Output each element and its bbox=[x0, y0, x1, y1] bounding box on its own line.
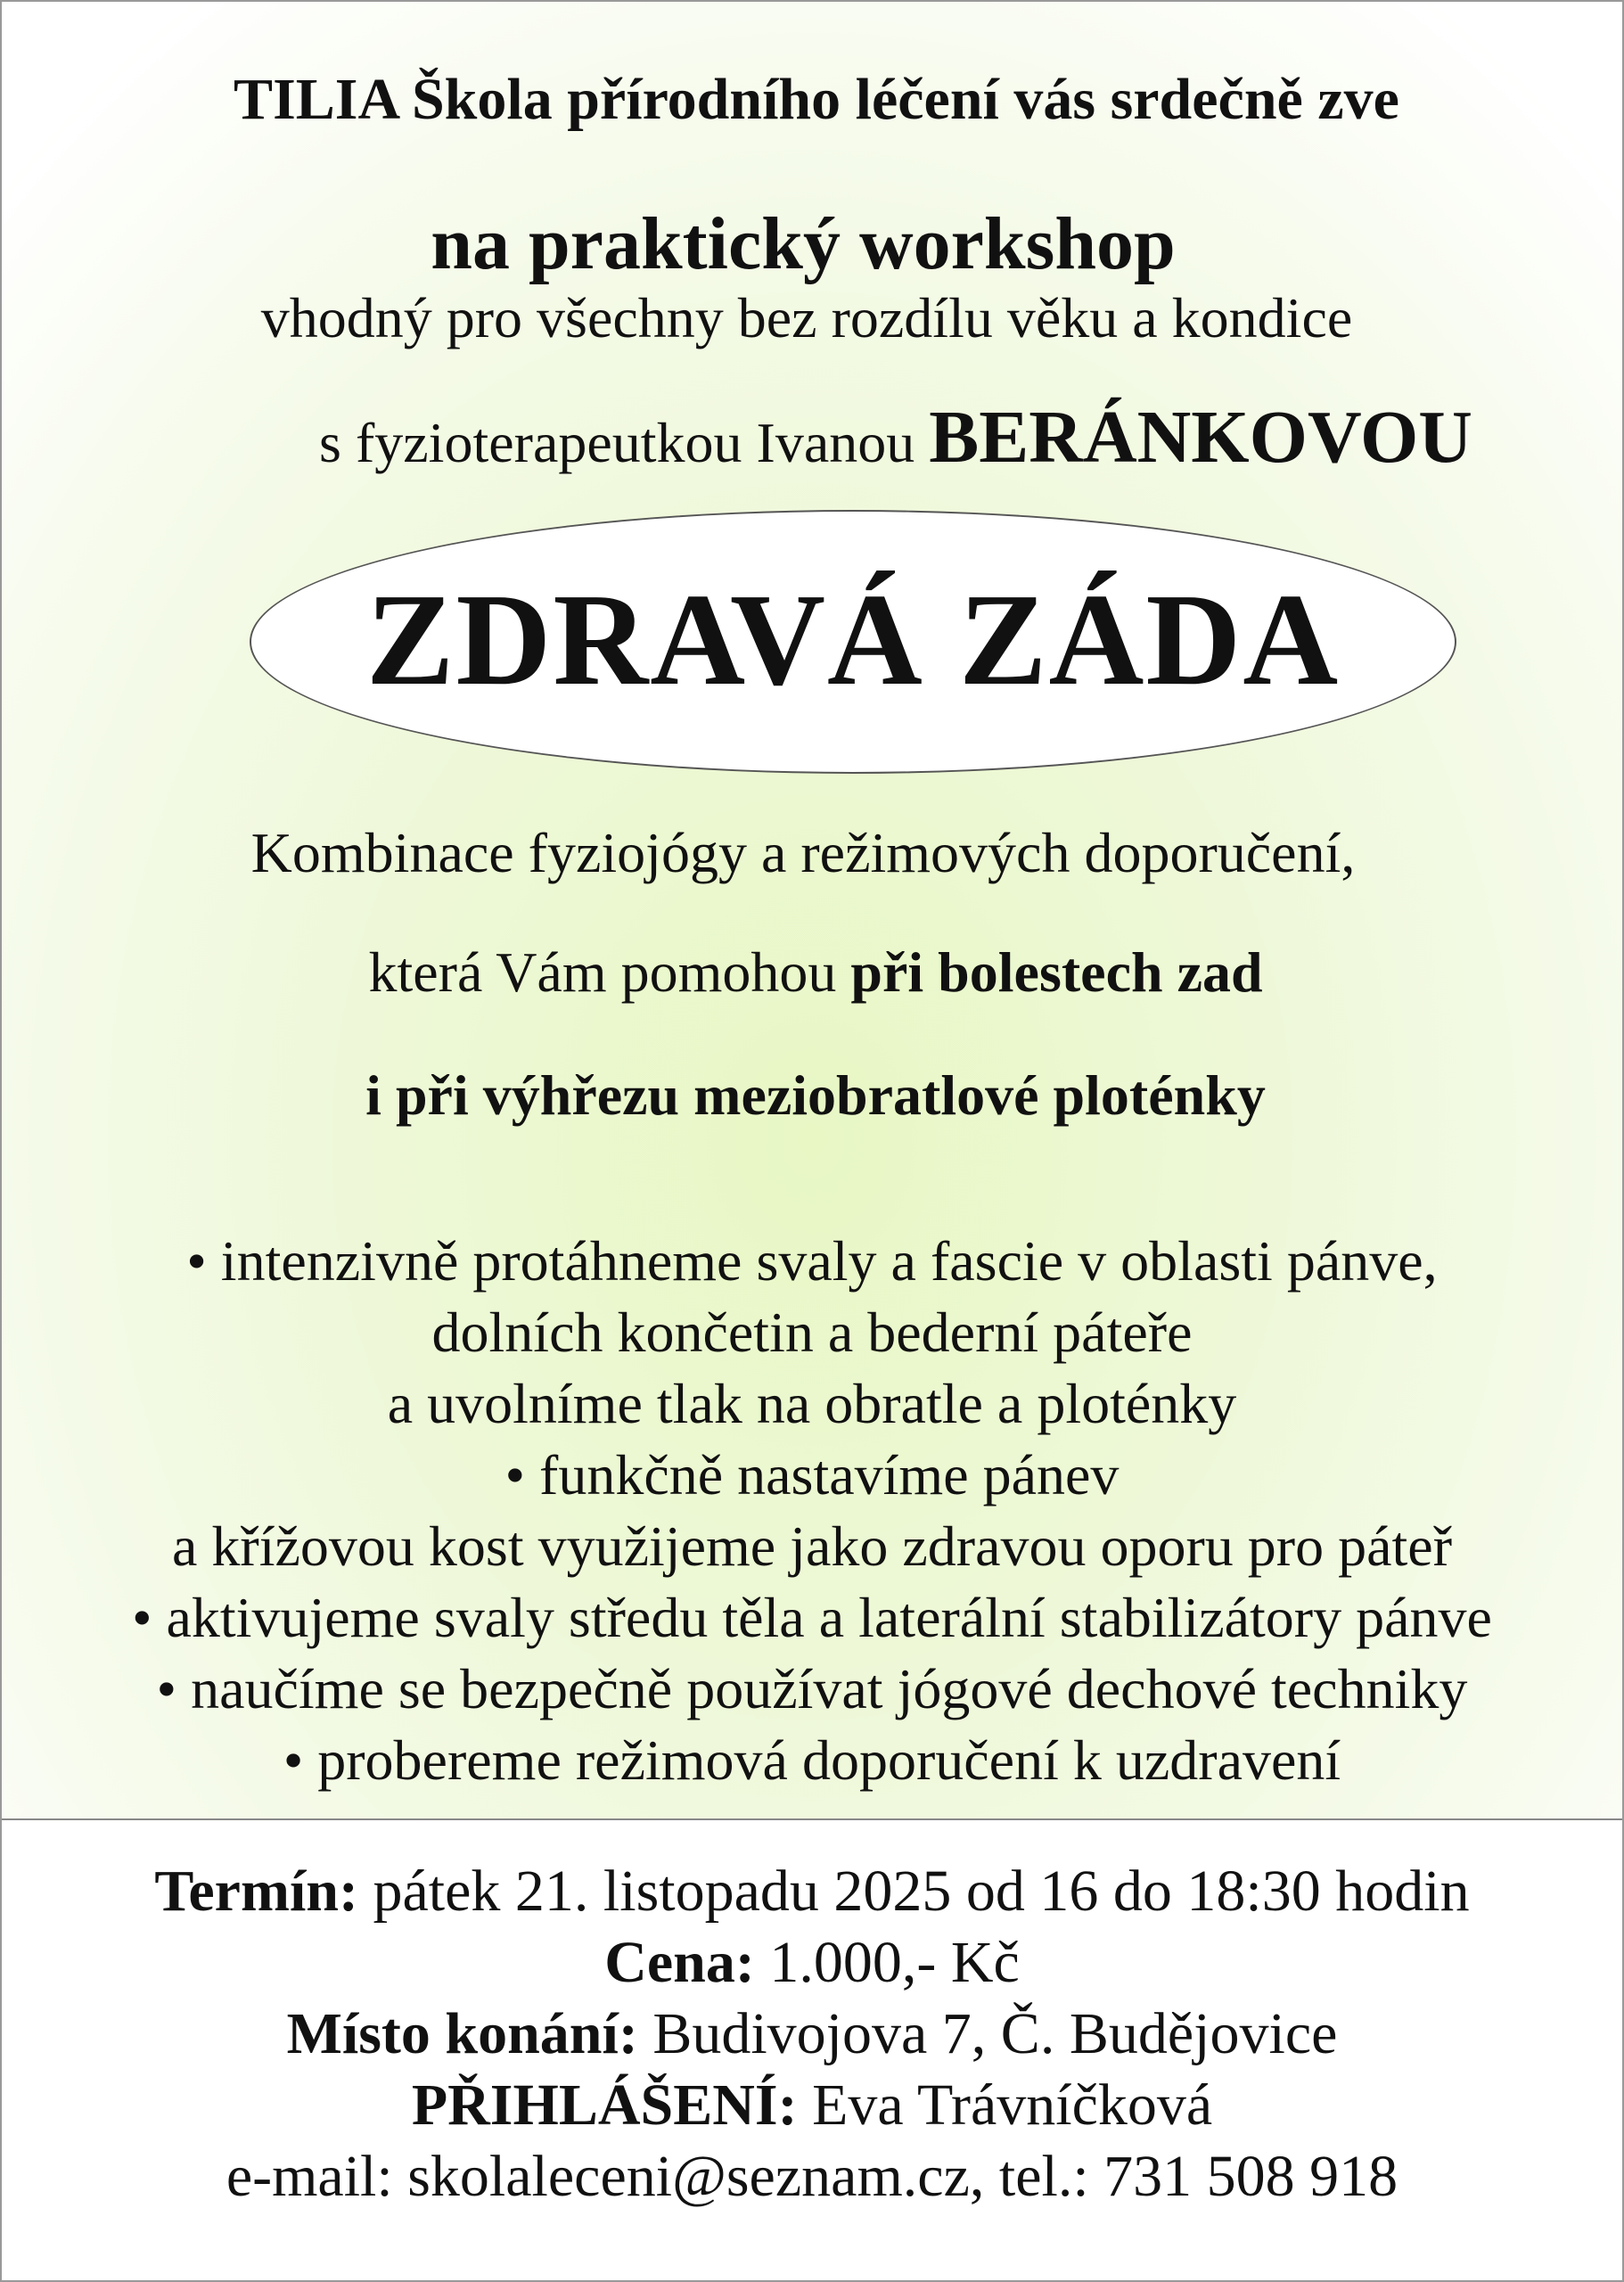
date-label: Termín: bbox=[154, 1859, 358, 1924]
description-line-2 bbox=[5, 940, 1624, 1006]
registration-line bbox=[2, 2070, 1622, 2141]
date-value: pátek 21. listopadu 2025 od 16 do 18:30 hodin bbox=[373, 1859, 1470, 1924]
event-info-lines bbox=[2, 1856, 1622, 2212]
event-info-box bbox=[2, 1818, 1622, 2282]
price-line bbox=[2, 1927, 1622, 1999]
venue-value: Budivojova 7, Č. Budějovice bbox=[652, 2001, 1338, 2066]
contact-line: e-mail: skolaleceni@seznam.cz, tel.: 731 508 918 bbox=[226, 2144, 1398, 2209]
benefit-line: a křížovou kost využijeme jako zdravou oporu pro páteř bbox=[172, 1514, 1452, 1578]
benefit-line: • funkčně nastavíme pánev bbox=[504, 1443, 1120, 1506]
therapist-line bbox=[86, 394, 1624, 480]
registration-label: PŘIHLÁŠENÍ: bbox=[411, 2073, 798, 2138]
benefit-line: a uvolníme tlak na obratle a ploténky bbox=[387, 1372, 1237, 1435]
page-title: ZDRAVÁ ZÁDA bbox=[365, 567, 1341, 713]
price-label: Cena: bbox=[604, 1930, 755, 1995]
organizer-invitation: TILIA Škola přírodního léčení vás srdečně zve bbox=[234, 67, 1399, 132]
benefit-line: • aktivujeme svaly středu těla a laterální stabilizátory pánve bbox=[132, 1586, 1492, 1649]
benefit-line: • naučíme se bezpečně používat jógové dechové techniky bbox=[156, 1657, 1468, 1720]
price-value: 1.000,- Kč bbox=[769, 1930, 1020, 1995]
workshop-heading: na praktický workshop bbox=[431, 202, 1176, 285]
benefit-line: dolních končetin a bederní páteře bbox=[431, 1301, 1193, 1364]
venue-label: Místo konání: bbox=[286, 2001, 638, 2066]
date-line bbox=[2, 1856, 1622, 1927]
description-line-2-bold: při bolestech zad bbox=[850, 940, 1263, 1004]
venue-line bbox=[2, 1999, 1622, 2070]
registration-value: Eva Trávníčková bbox=[812, 2073, 1213, 2138]
therapist-surname: BERÁNKOVOU bbox=[929, 396, 1472, 479]
description-line-3: i při výhřezu meziobratlové ploténky bbox=[365, 1063, 1266, 1127]
therapist-prefix: s fyzioterapeutkou Ivanou bbox=[319, 411, 915, 474]
benefits-list bbox=[2, 1226, 1622, 1796]
workshop-subtitle: vhodný pro všechny bez rozdílu věku a kondice bbox=[260, 286, 1353, 349]
description-line-1: Kombinace fyziojógy a režimových doporučení, bbox=[250, 821, 1356, 884]
benefit-line: • probereme režimová doporučení k uzdravení bbox=[283, 1728, 1341, 1792]
description-line-2-text: která Vám pomohou bbox=[368, 940, 837, 1004]
benefit-line: • intenzivně protáhneme svaly a fascie v oblasti pánve, bbox=[186, 1229, 1438, 1293]
